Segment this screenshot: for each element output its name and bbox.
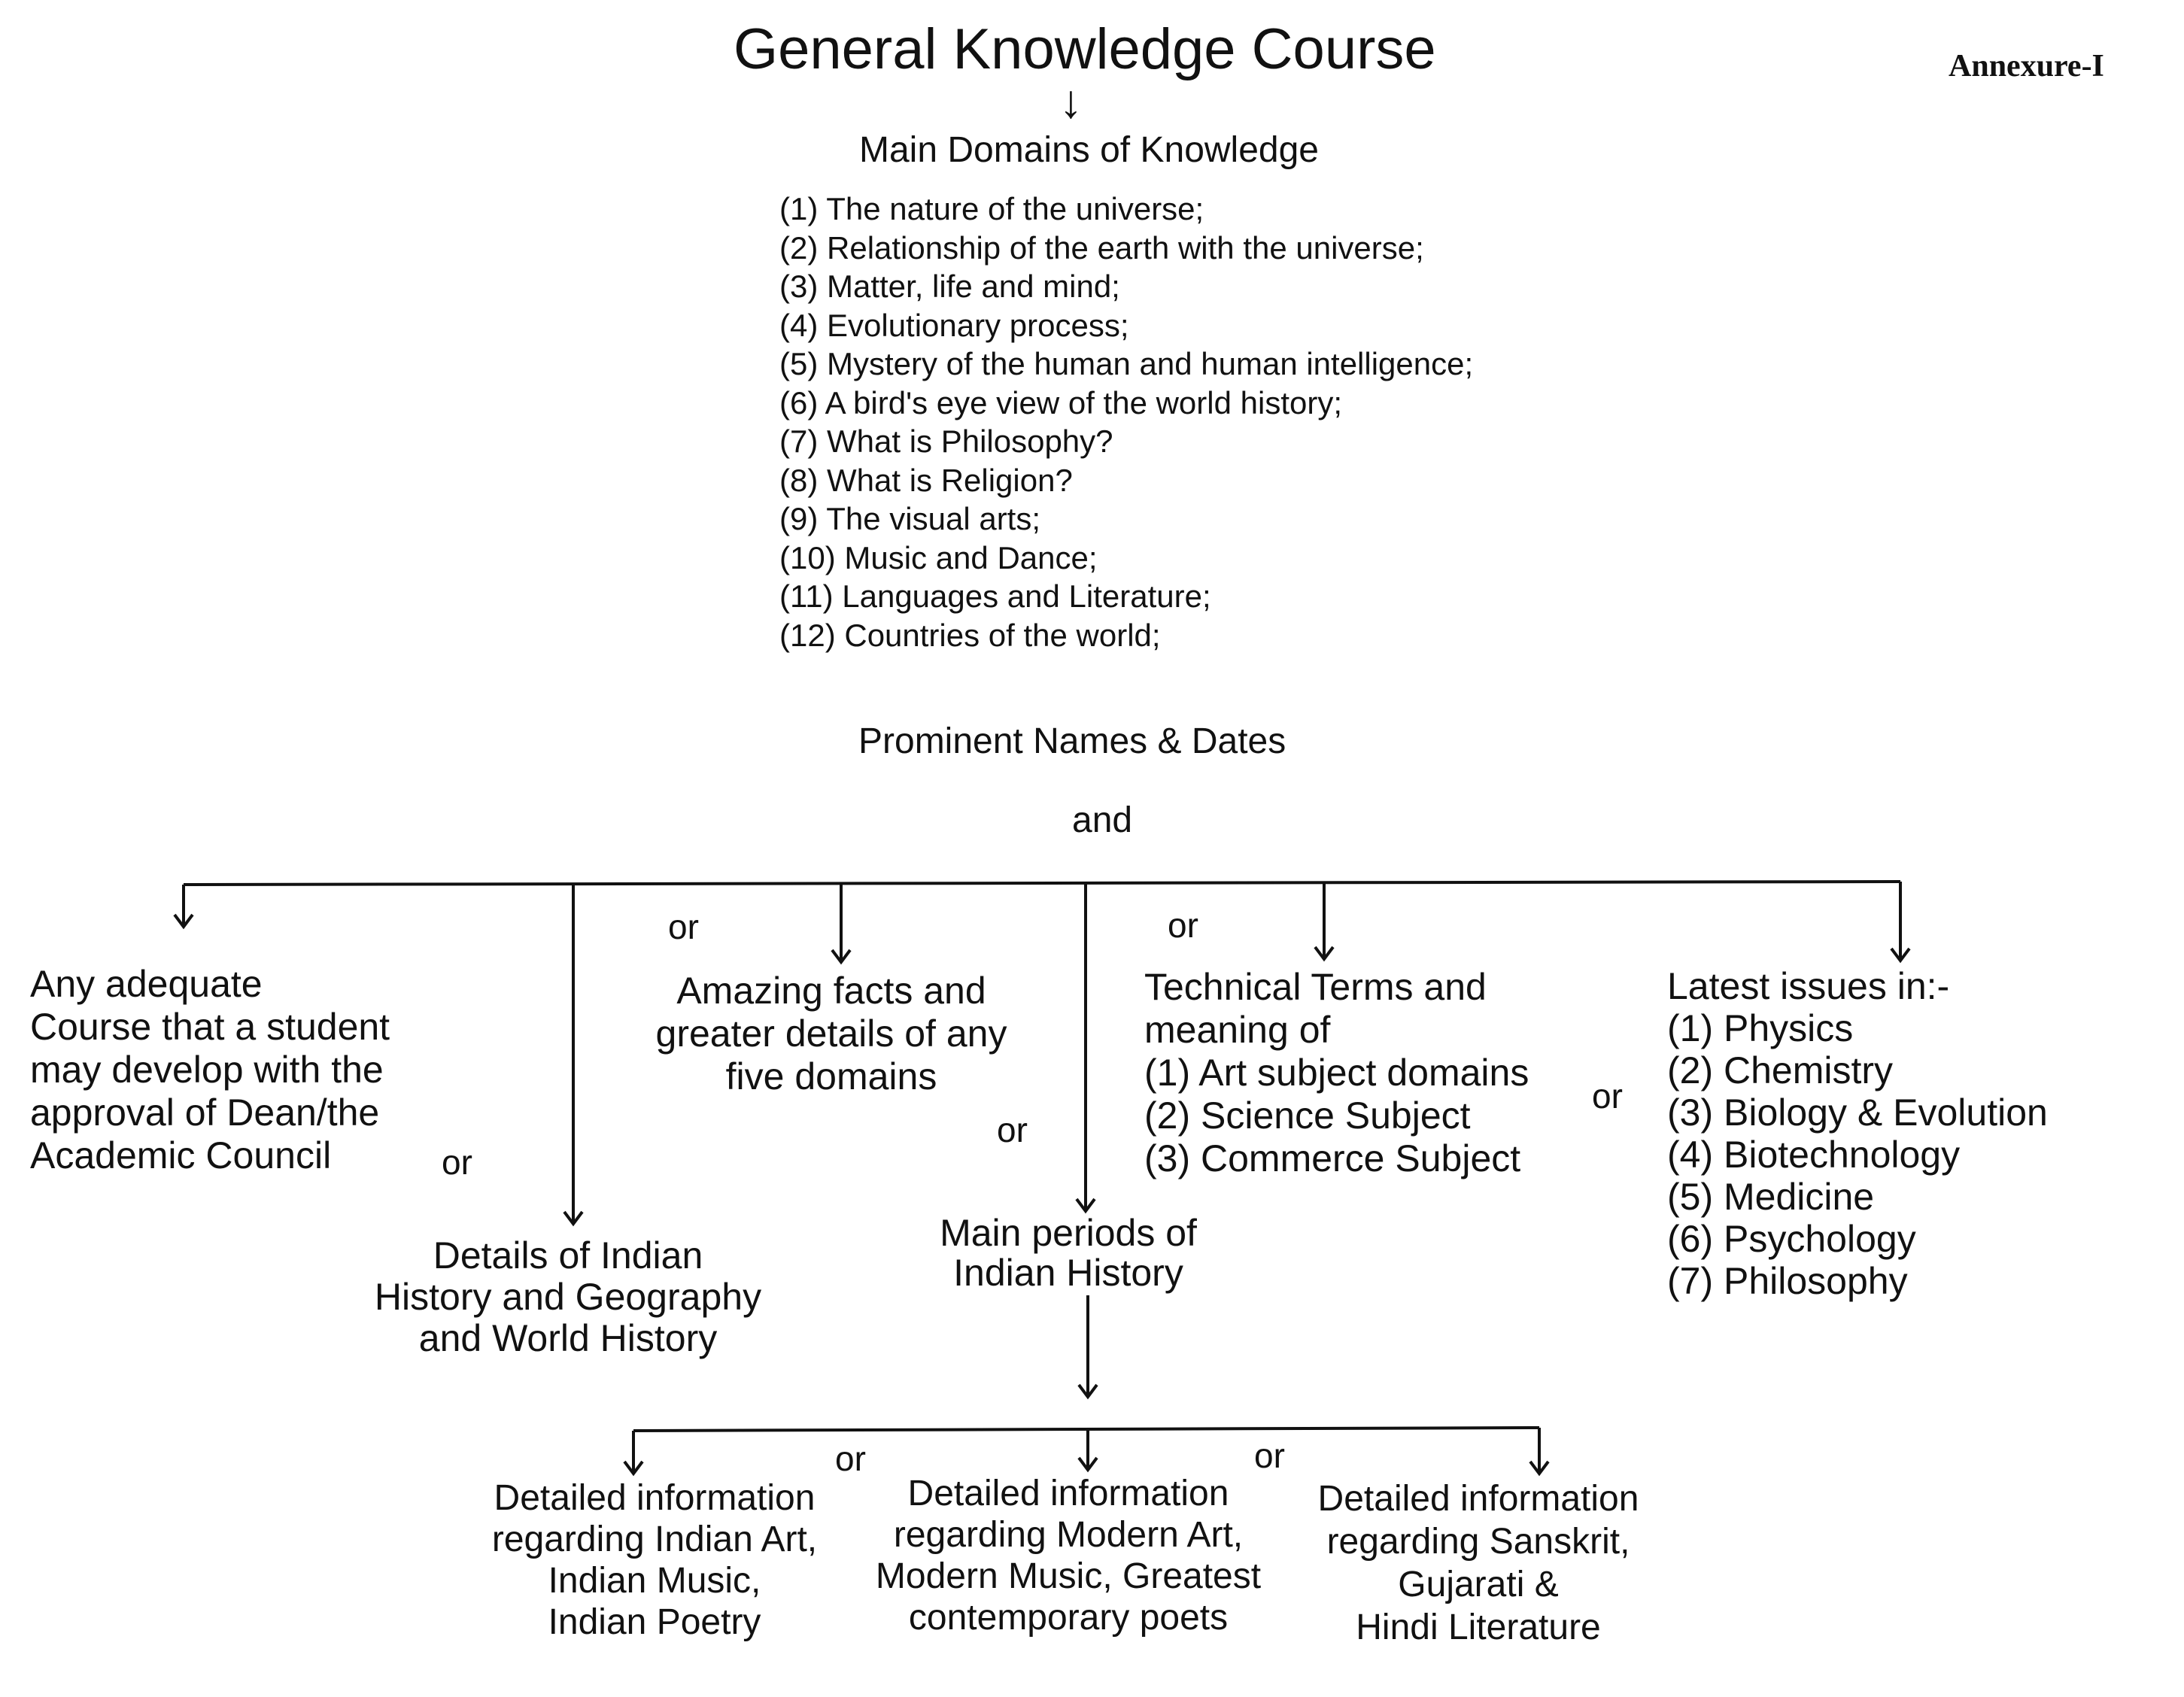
arrow-to-latest-issues — [1891, 882, 1909, 961]
amazing-facts-node: Amazing facts and greater details of any five domains — [655, 970, 1007, 1097]
or-label: or — [442, 1143, 472, 1182]
list-item: (5) Mystery of the human and human intelligence; — [779, 346, 1474, 381]
indian-history-node: Details of Indian History and Geography and World History — [374, 1234, 762, 1359]
main-domains-list — [779, 190, 1473, 654]
or-label: or — [997, 1110, 1028, 1149]
top-bus-line — [184, 882, 1900, 885]
list-item: (2) Relationship of the earth with the universe; — [779, 229, 1424, 266]
sanskrit-node: Detailed information regarding Sanskrit, Gujarati & Hindi Literature — [1317, 1479, 1639, 1647]
list-item: (9) The visual arts; — [779, 501, 1041, 536]
or-label: or — [835, 1439, 866, 1478]
list-item: (10) Music and Dance; — [779, 539, 1098, 575]
arrow-main-periods-down — [1079, 1295, 1097, 1397]
or-label: or — [1592, 1076, 1623, 1116]
main-domains-heading: Main Domains of Knowledge — [859, 130, 1319, 170]
list-item: (11) Languages and Literature; — [779, 578, 1211, 614]
arrow-to-modern-art — [1079, 1429, 1097, 1470]
or-label: or — [1254, 1436, 1285, 1475]
arrow-to-sanskrit — [1530, 1428, 1548, 1474]
title-down-arrow-icon: ↓ — [1059, 76, 1083, 128]
or-label: or — [668, 907, 699, 946]
list-item: (3) Matter, life and mind; — [779, 269, 1120, 304]
modern-art-node: Detailed information regarding Modern Art, Modern Music, Greatest contemporary poets — [875, 1474, 1262, 1638]
indian-art-node: Detailed information regarding Indian Art, Indian Music, Indian Poetry — [491, 1478, 818, 1642]
annexure-label: Annexure-I — [1949, 49, 2104, 83]
list-item: (12) Countries of the world; — [779, 617, 1161, 653]
technical-terms-node: Technical Terms and meaning of (1) Art subject domains (2) Science Subject (3) Commerce Subject — [1144, 966, 1529, 1179]
arrow-to-main-periods — [1077, 884, 1095, 1211]
list-item: (4) Evolutionary process; — [779, 307, 1129, 343]
arrow-to-indian-history — [564, 885, 582, 1224]
latest-issues-node: Latest issues in:- (1) Physics (2) Chemistry (3) Biology & Evolution (4) Biotechnology (5) Medicine (6) Psychology (7) Philosophy — [1667, 965, 2048, 1302]
page-title: General Knowledge Course — [734, 17, 1436, 81]
list-item: (1) The nature of the universe; — [779, 191, 1204, 226]
arrow-to-technical-terms — [1315, 883, 1333, 959]
list-item: (8) What is Religion? — [779, 462, 1073, 498]
and-connector-label: and — [1072, 800, 1133, 840]
arrow-to-any-course — [175, 885, 193, 927]
or-label: or — [1168, 906, 1198, 945]
list-item: (7) What is Philosophy? — [779, 423, 1113, 459]
list-item: (6) A bird's eye view of the world history; — [779, 384, 1343, 420]
prominent-names-label: Prominent Names & Dates — [858, 721, 1286, 761]
arrow-to-amazing-facts — [832, 884, 850, 962]
main-periods-node: Main periods of Indian History — [940, 1212, 1197, 1294]
arrow-to-indian-art — [624, 1431, 642, 1474]
any-course-node: Any adequate Course that a student may develop with the approval of Dean/the Academic Council — [30, 963, 390, 1176]
